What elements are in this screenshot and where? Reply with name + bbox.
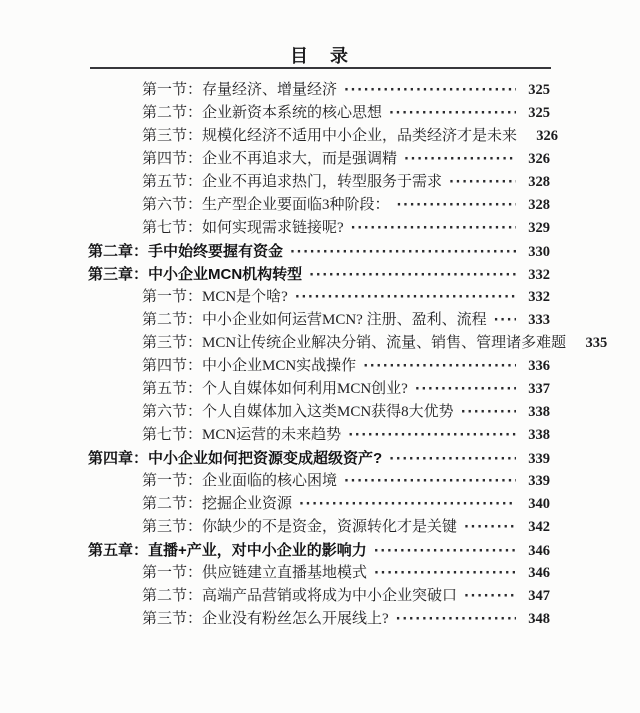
toc-entry-label: 第二节：高端产品营销或将成为中小企业突破口 xyxy=(142,588,458,604)
toc-entry-page: 339 xyxy=(528,473,550,489)
dot-leader xyxy=(351,217,516,240)
toc-entry-section xyxy=(88,608,550,631)
toc-entry-section xyxy=(88,171,550,194)
toc-entry-section xyxy=(88,585,550,608)
dot-leader xyxy=(464,585,516,608)
toc-entry-page: 340 xyxy=(528,496,550,512)
toc-entry-page: 347 xyxy=(528,588,550,604)
toc-entry-label: 第一节：存量经济、增量经济 xyxy=(142,82,338,98)
toc-entry-label: 第三节：企业没有粉丝怎么开展线上? xyxy=(142,611,389,627)
toc-entry-chapter xyxy=(88,539,550,562)
toc-entry-label: 第二章：手中始终要握有资金 xyxy=(88,243,284,260)
toc-entry-section xyxy=(88,194,550,217)
toc-entry-section xyxy=(88,309,550,332)
toc-entry-page: 330 xyxy=(528,244,550,260)
dot-leader xyxy=(449,171,516,194)
toc-entry-page: 325 xyxy=(528,82,550,98)
toc-entry-label: 第五章：直播+产业，对中小企业的影响力 xyxy=(88,542,367,559)
toc-entry-label: 第七节：MCN运营的未来趋势 xyxy=(142,427,342,443)
toc-entry-page: 339 xyxy=(528,451,550,467)
toc-entry-page: 333 xyxy=(528,312,550,328)
dot-leader xyxy=(389,102,516,125)
toc-list xyxy=(88,79,608,631)
toc-entry-page: 335 xyxy=(585,335,608,351)
dot-leader xyxy=(374,540,516,563)
toc-entry-page: 346 xyxy=(528,565,550,581)
toc-entry-label: 第五节：个人自媒体如何利用MCN创业? xyxy=(142,381,408,397)
dot-leader xyxy=(464,516,516,539)
dot-leader xyxy=(348,424,516,447)
toc-entry-section xyxy=(88,424,550,447)
toc-entry-label: 第六节：个人自媒体加入这类MCN获得8大优势 xyxy=(142,404,454,420)
toc-entry-section xyxy=(88,102,550,125)
toc-entry-page: 326 xyxy=(536,128,559,144)
dot-leader xyxy=(389,448,516,471)
toc-entry-page: 332 xyxy=(528,267,550,283)
toc-entry-label: 第三节：规模化经济不适用中小企业，品类经济才是未来 xyxy=(142,128,518,144)
dot-leader xyxy=(374,562,516,585)
toc-entry-page: 329 xyxy=(528,220,550,236)
dot-leader xyxy=(461,401,516,424)
dot-leader xyxy=(404,148,516,171)
toc-entry-page: 348 xyxy=(528,611,550,627)
toc-entry-label: 第二节：挖掘企业资源 xyxy=(142,496,293,512)
toc-entry-chapter xyxy=(88,447,550,470)
toc-entry-label: 第一节：企业面临的核心困境 xyxy=(142,473,338,489)
toc-entry-section xyxy=(88,332,608,355)
dot-leader xyxy=(494,309,516,332)
toc-entry-page: 332 xyxy=(528,289,550,305)
toc-entry-label: 第六节：生产型企业要面临3种阶段： xyxy=(142,197,390,213)
toc-entry-section xyxy=(88,355,550,378)
toc-entry-section xyxy=(88,562,550,585)
toc-entry-label: 第七节：如何实现需求链接呢? xyxy=(142,220,344,236)
toc-entry-label: 第三节：MCN让传统企业解决分销、流量、销售、管理诸多难题 xyxy=(142,335,567,351)
toc-entry-label: 第三章：中小企业MCN机构转型 xyxy=(88,266,303,283)
toc-entry-section xyxy=(88,493,550,516)
toc-entry-chapter xyxy=(88,240,550,263)
dot-leader xyxy=(299,493,516,516)
toc-entry-label: 第四节：中小企业MCN实战操作 xyxy=(142,358,357,374)
toc-entry-section xyxy=(88,286,550,309)
toc-entry-label: 第一节：供应链建立直播基地模式 xyxy=(142,565,368,581)
toc-entry-page: 338 xyxy=(528,404,550,420)
dot-leader xyxy=(397,194,516,217)
dot-leader xyxy=(396,608,516,631)
dot-leader xyxy=(415,378,516,401)
toc-entry-section xyxy=(88,79,550,102)
dot-leader xyxy=(290,241,516,264)
dot-leader xyxy=(309,264,516,287)
toc-entry-section xyxy=(88,470,550,493)
toc-entry-section xyxy=(88,125,559,148)
toc-entry-section xyxy=(88,217,550,240)
toc-entry-label: 第一节：MCN是个啥? xyxy=(142,289,288,305)
toc-entry-page: 326 xyxy=(528,151,550,167)
toc-entry-page: 346 xyxy=(528,543,550,559)
title-divider xyxy=(90,67,551,69)
toc-entry-page: 325 xyxy=(528,105,550,121)
toc-entry-page: 337 xyxy=(528,381,550,397)
dot-leader xyxy=(295,286,516,309)
toc-entry-page: 328 xyxy=(528,197,550,213)
dot-leader xyxy=(344,470,516,493)
toc-entry-label: 第二节：企业新资本系统的核心思想 xyxy=(142,105,383,121)
toc-entry-label: 第五节：企业不再追求热门，转型服务于需求 xyxy=(142,174,443,190)
toc-entry-section xyxy=(88,148,550,171)
toc-entry-label: 第四节：企业不再追求大，而是强调精 xyxy=(142,151,398,167)
toc-entry-page: 336 xyxy=(528,358,550,374)
toc-entry-label: 第四章：中小企业如何把资源变成超级资产? xyxy=(88,450,383,467)
toc-entry-section xyxy=(88,401,550,424)
toc-entry-label: 第二节：中小企业如何运营MCN? 注册、盈利、流程 xyxy=(142,312,487,328)
toc-entry-page: 338 xyxy=(528,427,550,443)
dot-leader xyxy=(344,79,516,102)
toc-entry-page: 342 xyxy=(528,519,550,535)
toc-entry-page: 328 xyxy=(528,174,550,190)
toc-entry-section xyxy=(88,516,550,539)
toc-entry-section xyxy=(88,378,550,401)
toc-entry-chapter xyxy=(88,263,550,286)
page-title: 目 录 xyxy=(290,46,350,66)
toc-entry-label: 第三节：你缺少的不是资金，资源转化才是关键 xyxy=(142,519,458,535)
dot-leader xyxy=(363,355,516,378)
